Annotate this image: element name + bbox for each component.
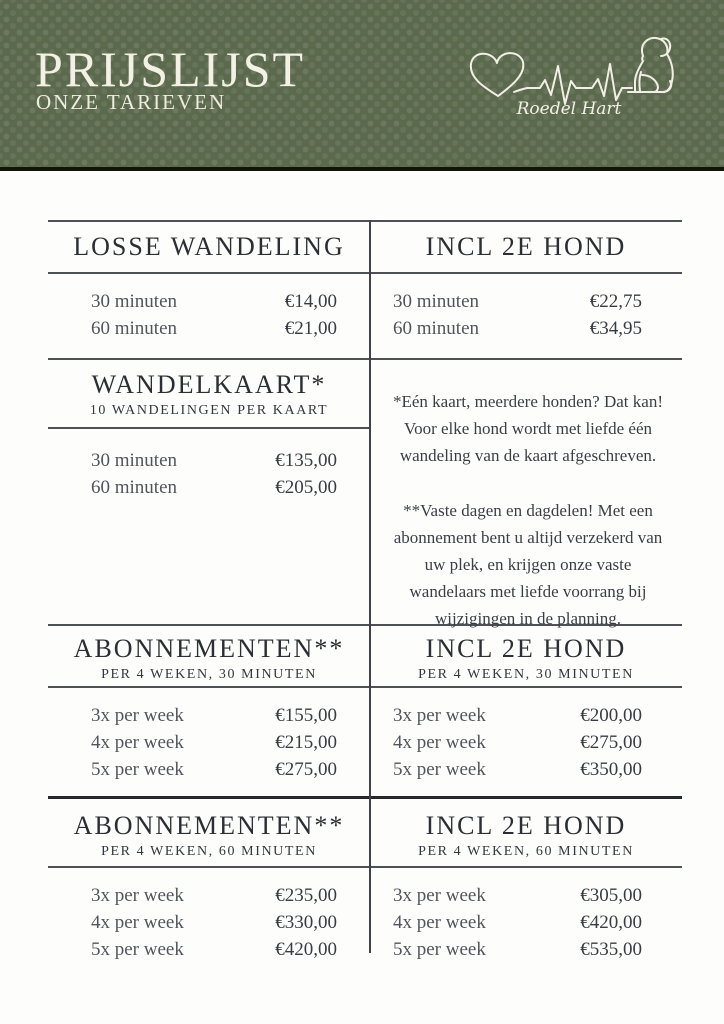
section-title-incl-2e-hond-60: INCL 2E HOND [425,811,627,840]
row-label: 4x per week [393,911,486,933]
heart-icon [471,53,524,96]
row-label: 5x per week [393,758,486,780]
section-abonnementen-30-header-band [48,624,682,688]
column-divider [369,220,371,953]
price-row [91,447,337,474]
section-losse-wandeling-rows-band [48,274,682,358]
row-price: €350,00 [580,758,642,780]
section-title-incl-2e-hond-30: INCL 2E HOND [425,634,627,663]
section-subtitle-wandelkaart: 10 WANDELINGEN PER KAART [89,402,329,418]
footnote-abonnement: **Vaste dagen en dagdelen! Met een abonnement bent u altijd verzekerd van uw plek, en krijgen onze vaste wandelaars met liefde voorrang bij wijzigingen in de planning. [393,500,663,629]
wandelkaart-header [48,360,370,429]
row-label: 3x per week [393,704,486,726]
pricing-table [48,220,682,1004]
logo-wordmark: Roedel Hart [516,99,622,119]
row-label: 4x per week [91,731,184,753]
abonnementen-60-2e-header [370,811,682,866]
row-label: 5x per week [91,758,184,780]
row-price: €535,00 [580,938,642,960]
row-label: 4x per week [91,911,184,933]
row-price: €330,00 [275,911,337,933]
section-wandelkaart-band [48,358,682,629]
price-row [393,909,642,936]
price-row [393,288,642,315]
row-price: €22,75 [589,290,642,312]
row-price: €420,00 [275,938,337,960]
section-losse-wandeling-header-band [48,220,682,274]
row-price: €275,00 [580,731,642,753]
abonnementen-30-2e-header [370,634,682,686]
footnotes-block [370,360,682,629]
section-title-incl-2e-hond-1: INCL 2E HOND [425,232,627,262]
row-price: €200,00 [580,704,642,726]
row-price: €275,00 [275,758,337,780]
section-title-wandelkaart: WANDELKAART* [91,370,327,399]
row-label: 60 minuten [91,476,178,498]
row-label: 4x per week [393,731,486,753]
row-label: 5x per week [91,938,184,960]
price-row [91,702,337,729]
section-title-losse-wandeling: LOSSE WANDELING [73,232,345,262]
row-price: €235,00 [275,884,337,906]
section-subtitle-incl-2e-hond-30: PER 4 WEKEN, 30 MINUTEN [418,666,634,682]
row-price: €305,00 [580,884,642,906]
price-row [91,315,337,342]
section-subtitle-abonnementen-60: PER 4 WEKEN, 60 MINUTEN [101,843,317,859]
wandelkaart-column [48,360,370,624]
row-price: €420,00 [580,911,642,933]
section-title-abonnementen-30: ABONNEMENTEN** [73,634,345,663]
price-row [91,909,337,936]
header-banner [0,0,724,171]
price-row [393,729,642,756]
price-row [91,288,337,315]
price-row [393,702,642,729]
row-price: €14,00 [284,290,337,312]
row-price: €205,00 [275,476,337,498]
roedel-hart-logo [462,34,680,126]
row-price: €21,00 [284,317,337,339]
price-row [393,756,642,783]
row-label: 3x per week [91,884,184,906]
footnote-kaart: *Eén kaart, meerdere honden? Dat kan! Voor elke hond wordt met liefde één wandeling van de kaart afgeschreven. [393,392,663,466]
section-abonnementen-60-header-band [48,796,682,868]
row-label: 30 minuten [91,449,178,471]
dog-icon [628,38,673,92]
section-abonnementen-30-rows-band [48,688,682,796]
price-row [91,936,337,963]
row-price: €155,00 [275,704,337,726]
price-row [393,882,642,909]
abonnementen-60-header [48,811,370,866]
row-price: €135,00 [275,449,337,471]
page-title: PRIJSLIJST [35,41,306,97]
row-price: €34,95 [589,317,642,339]
price-row [91,729,337,756]
price-row [393,315,642,342]
row-label: 5x per week [393,938,486,960]
section-abonnementen-60-rows-band [48,868,682,1004]
page-subtitle: ONZE TARIEVEN [36,90,227,114]
section-subtitle-abonnementen-30: PER 4 WEKEN, 30 MINUTEN [101,666,317,682]
row-label: 3x per week [91,704,184,726]
heartbeat-line-icon [514,64,632,104]
price-row [91,756,337,783]
price-row [393,936,642,963]
section-subtitle-incl-2e-hond-60: PER 4 WEKEN, 60 MINUTEN [418,843,634,859]
section-title-abonnementen-60: ABONNEMENTEN** [73,811,345,840]
row-label: 60 minuten [91,317,178,339]
row-price: €215,00 [275,731,337,753]
price-row [91,474,337,501]
row-label: 60 minuten [393,317,480,339]
row-label: 30 minuten [393,290,480,312]
row-label: 30 minuten [91,290,178,312]
row-label: 3x per week [393,884,486,906]
abonnementen-30-header [48,634,370,686]
price-row [91,882,337,909]
